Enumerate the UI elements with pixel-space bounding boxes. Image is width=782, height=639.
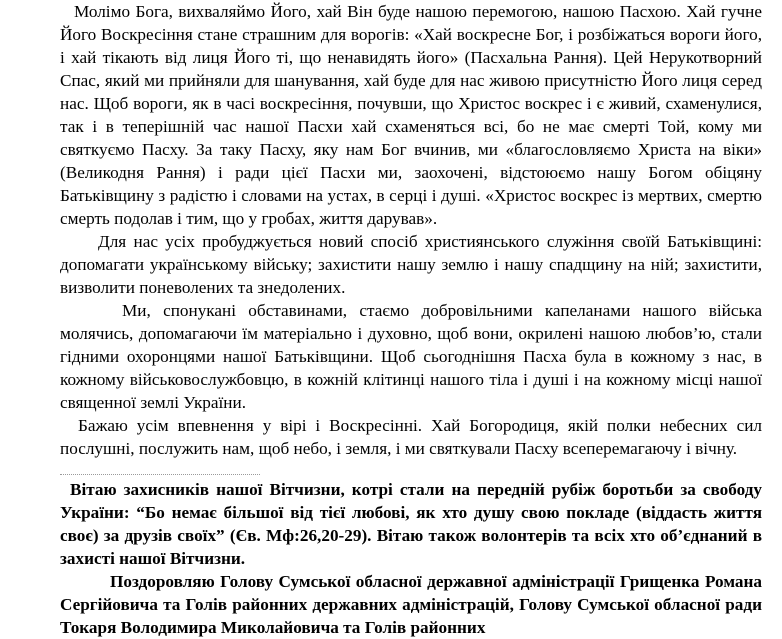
- paragraph-volunteer-chaplains: Ми, спонукані обставинами, стаємо добровільними капеланами нашого війська молячись, допомагаючи їм матеріально і духовно, щоб вони, окрилені нашою любов’ю, стали гідними охоронцями нашої Батьківщини. Щоб сьогоднішня Пасха була в кожному з нас, в кожному військовослужбовцю, в кожній клітинці нашого тіла і душі і на кожному місці нашої священної землі України.: [60, 301, 762, 412]
- paragraph-blessing: Бажаю усім впевнення у вірі і Воскресінні. Хай Богородиця, якій полки небесних сил послушні, послужить нам, щоб небо, і земля, і ми святкували Пасху всеперемагаючу і вічну.: [60, 416, 762, 458]
- document-page: [60, 0, 762, 639]
- paragraph-congratulations-officials: Поздоровляю Голову Сумської обласної державної адміністрації Грищенка Романа Сергійовича та Голів районних державних адміністрацій, Голову Сумської обласної ради Токаря Володимира Миколайовича та Голів районних: [60, 572, 762, 637]
- paragraph-easter-prayer: Молімо Бога, вихваляймо Його, хай Він буде нашою перемогою, нашою Пасхою. Хай гучне Його Воскресіння стане страшним для ворогів: «Хай воскресне Бог, і розбіжаться вороги його, і хай тікають від лиця Його ті, що ненавидять його» (Пасхальна Рання). Цей Нерукотворний Спас, який ми прийняли для шанування, хай буде для нас живою присутністю Його лиця серед нас. Щоб вороги, як в часі воскресіння, почувши, що Христос воскрес і є живий, схаменулися, так і в теперішній час нашої Пасхи хай схаменяться всі, бо не має смерті Той, кому ми святкуємо Пасху. За таку Пасху, яку нам Бог вчинив, ми «благословляємо Христа на віки» (Великодня Рання) і ради цієї Пасхи ми, заохочені, відстоюємо нашу Богом обіцяну Батьківщину з радістю і словами на устах, в серці і душі. «Христос воскрес із мертвих, смертю смерть подолав і тим, що у гробах, життя дарував».: [60, 2, 762, 228]
- paragraph-greeting-defenders: Вітаю захисників нашої Вітчизни, котрі стали на передній рубіж боротьби за свободу України: “Бо немає більшої від тієї любові, як хто душу свою покладе (віддасть життя своє) за друзів своїх” (Єв. Мф:26,20-29). Вітаю також волонтерів та всіх хто об’єднаний в захисті нашої Вітчизни.: [60, 480, 762, 568]
- section-divider: [60, 460, 260, 475]
- paragraph-christian-service: Для нас усіх пробуджується новий спосіб християнського служіння своїй Батьківщині: допомагати українському війську; захистити нашу землю і нашу спадщину на ній; захистити, визволити поневолених та знедолених.: [60, 232, 762, 297]
